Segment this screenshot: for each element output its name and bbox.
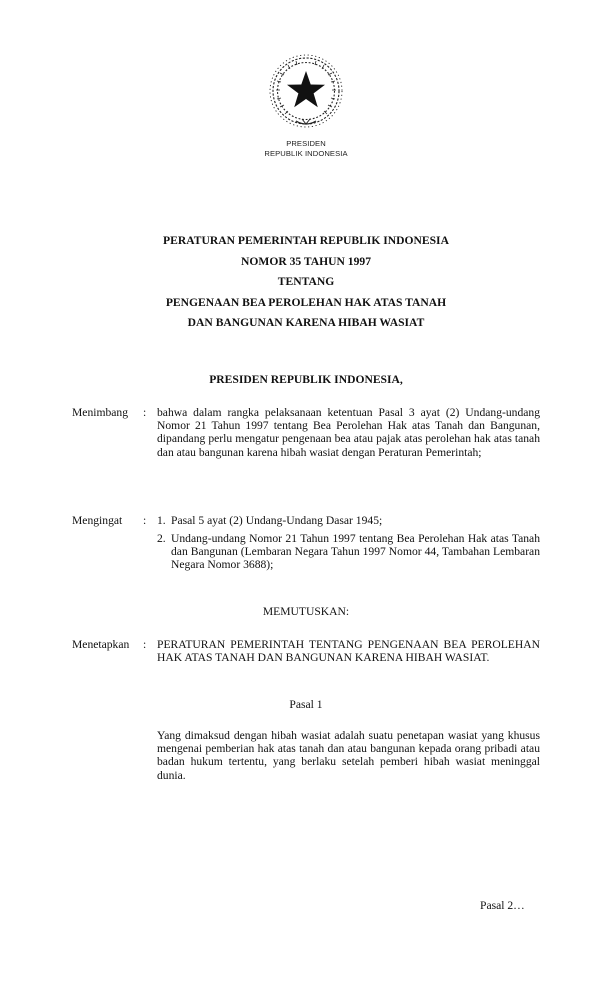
regulation-title <box>0 231 612 334</box>
menetapkan-text: PERATURAN PEMERINTAH TENTANG PENGENAAN BEA PEROLEHAN HAK ATAS TANAH DAN BANGUNAN KARENA HIBAH WASIAT. <box>157 638 540 665</box>
mengingat-label: Mengingat <box>72 514 123 527</box>
presidential-emblem-icon <box>266 51 346 131</box>
mengingat-item-text: Undang-undang Nomor 21 Tahun 1997 tentang Bea Perolehan Hak atas Tanah dan Bangunan (Lembaran Negara Tahun 1997 Nomor 44, Tambahan Lembaran Negara Nomor 3688); <box>171 532 540 572</box>
title-line-about: TENTANG <box>277 275 335 288</box>
title-line-regulation: PERATURAN PEMERINTAH REPUBLIK INDONESIA <box>163 234 449 247</box>
section-menimbang <box>72 406 542 476</box>
title-line-subject-2: DAN BANGUNAN KARENA HIBAH WASIAT <box>187 316 425 329</box>
menetapkan-colon: : <box>143 638 147 651</box>
menimbang-label: Menimbang <box>72 406 129 419</box>
emblem-caption-president: PRESIDEN <box>286 139 326 148</box>
title-line-subject-1: PENGENAAN BEA PEROLEHAN HAK ATAS TANAH <box>165 295 447 309</box>
mengingat-colon: : <box>143 514 147 527</box>
mengingat-item-number: 2. <box>157 532 166 545</box>
pasal-1-heading: Pasal 1 <box>289 698 323 711</box>
menetapkan-label: Menetapkan <box>72 638 130 651</box>
section-mengingat <box>72 514 542 574</box>
next-page-marker: Pasal 2… <box>480 899 525 912</box>
memutuskan-heading: MEMUTUSKAN: <box>262 605 350 618</box>
section-menetapkan <box>72 638 542 683</box>
menimbang-text: bahwa dalam rangka pelaksanaan ketentuan Pasal 3 ayat (2) Undang-undang Nomor 21 Tahun 1997 tentang Bea Perolehan Hak atas Tanah dan Bangunan, dipandang perlu mengatur pengenaan bea atau pajak atas perolehan hak atas tanah dan atau bangunan karena hibah wasiat dengan Peraturan Pemerintah; <box>157 406 540 459</box>
menimbang-colon: : <box>143 406 147 419</box>
pasal-1-text: Yang dimaksud dengan hibah wasiat adalah suatu penetapan wasiat yang khusus mengenai pemberian hak atas tanah dan atau bangunan kepada orang pribadi atau badan hukum tertentu, yang berlaku setelah pemberi hibah wasiat meninggal dunia. <box>157 729 540 782</box>
emblem-caption-republic: REPUBLIK INDONESIA <box>264 149 348 158</box>
mengingat-item-text: Pasal 5 ayat (2) Undang-Undang Dasar 1945; <box>171 514 383 527</box>
title-line-number: NOMOR 35 TAHUN 1997 <box>241 254 371 268</box>
mengingat-item-number: 1. <box>157 514 166 527</box>
issuer-heading: PRESIDEN REPUBLIK INDONESIA, <box>209 373 403 386</box>
